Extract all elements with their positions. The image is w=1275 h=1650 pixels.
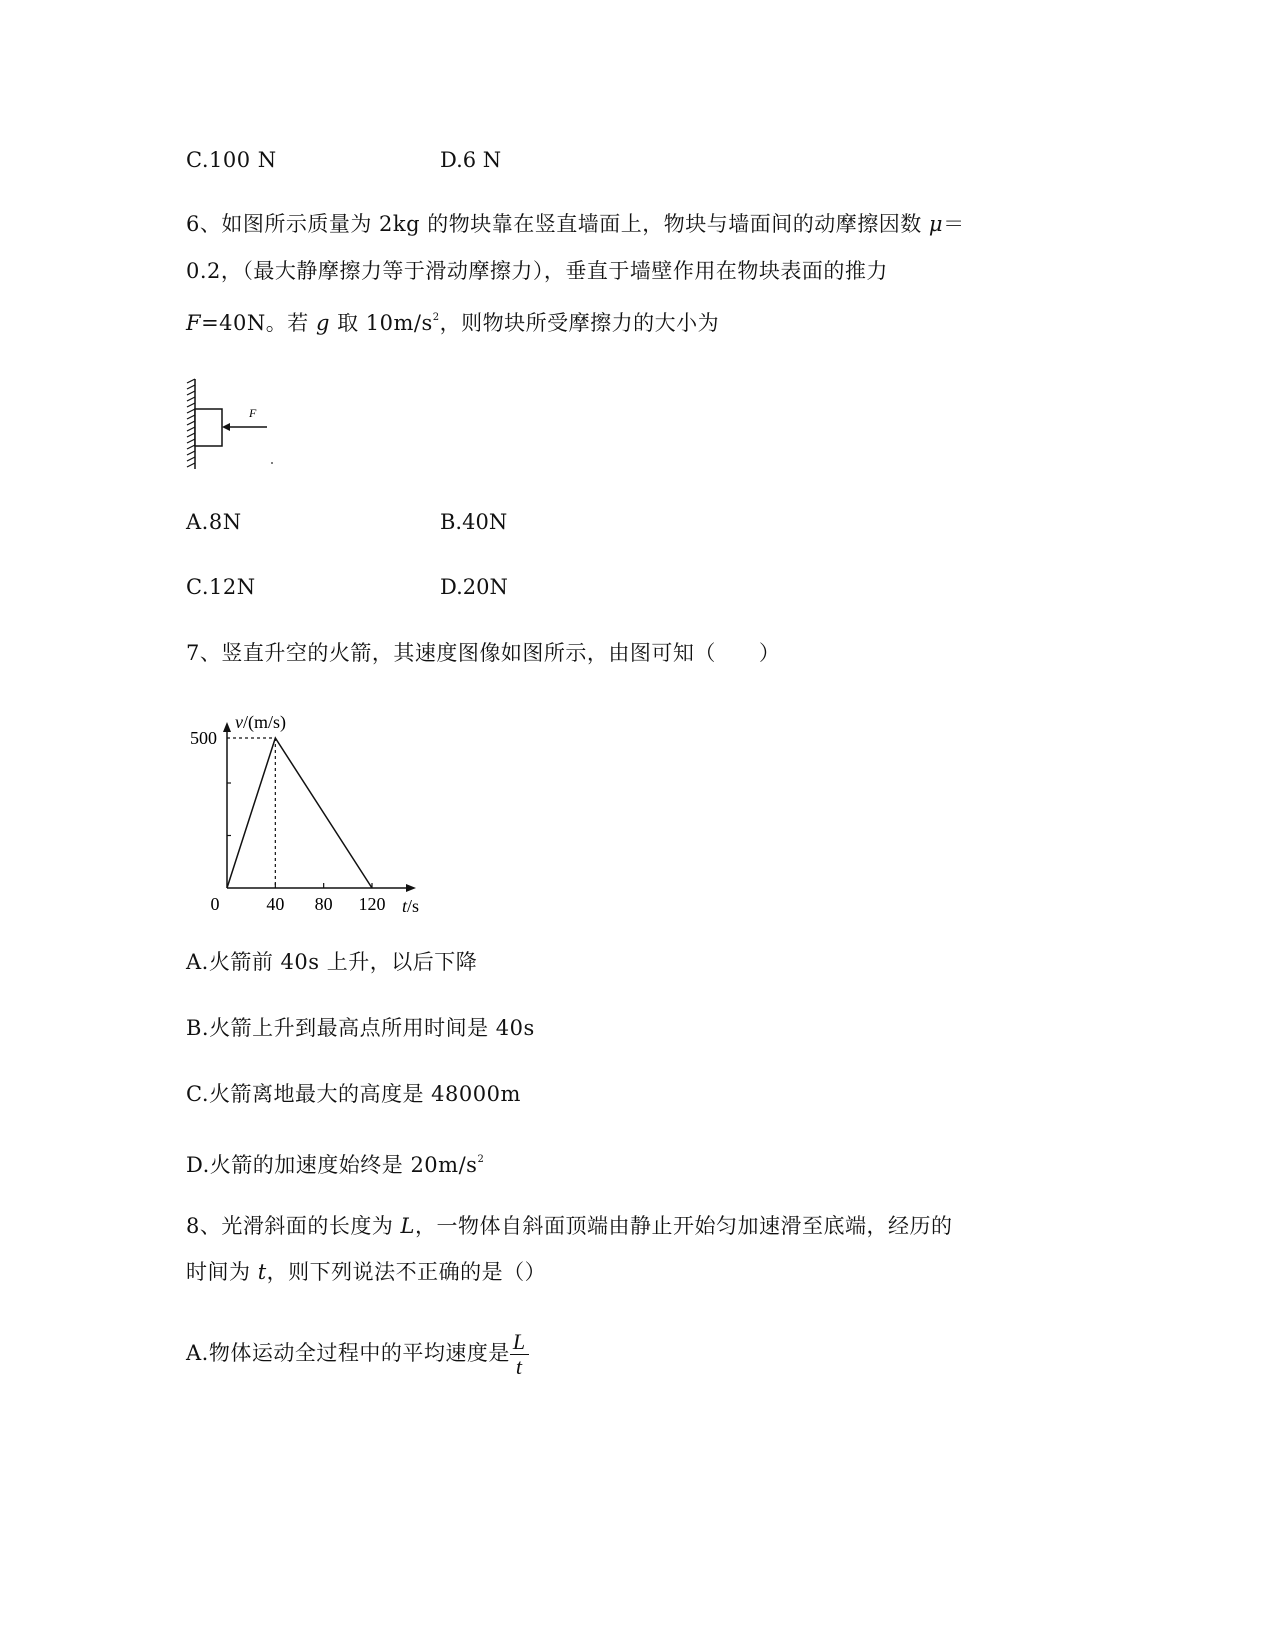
- length-symbol: L: [400, 1214, 415, 1238]
- q7-option-d: [186, 1146, 484, 1179]
- q5-option-c: C.100 N: [186, 148, 277, 172]
- q6-stem-text: 取 10m/s: [329, 311, 433, 335]
- q8-stem-text: ，则下列说法不正确的是（）: [266, 1260, 547, 1284]
- q6-stem-line2: 0.2，（最大静摩擦力等于滑动摩擦力），垂直于墙壁作用在物块表面的推力: [186, 259, 888, 283]
- exponent: 2: [477, 1154, 485, 1165]
- y-axis-arrowhead: [223, 722, 231, 732]
- mu-symbol: μ: [928, 212, 944, 236]
- velocity-time-chart: [180, 710, 440, 920]
- force-label: F: [249, 406, 257, 420]
- q6-stem-text: =40N。若: [201, 311, 316, 335]
- q7-option-a: A.火箭前 40s 上升，以后下降: [186, 950, 478, 974]
- q8-stem-text: ，一物体自斜面顶端由静止开始匀加速滑至底端，经历的: [415, 1214, 953, 1238]
- q8-stem-line2: [186, 1258, 546, 1286]
- q5-option-d: D.6 N: [440, 148, 502, 172]
- exponent: 2: [432, 312, 440, 323]
- q7-option-d-text: D.火箭的加速度始终是 20m/s: [186, 1153, 478, 1177]
- q6-option-a: A.8N: [186, 510, 242, 534]
- block: [195, 409, 222, 446]
- q6-stem-text: 6、如图所示质量为 2kg 的物块靠在竖直墙面上，物块与墙面间的动摩擦因数: [186, 212, 929, 236]
- equals-sign: ＝: [943, 212, 965, 236]
- stray-dot: [271, 462, 273, 464]
- q7-option-c: C.火箭离地最大的高度是 48000m: [186, 1082, 521, 1106]
- x-tick-label: 40: [266, 894, 285, 914]
- x-axis-arrowhead: [406, 884, 416, 892]
- q6-option-d: D.20N: [440, 575, 508, 599]
- q6-option-c: C.12N: [186, 575, 256, 599]
- force-arrowhead: [222, 423, 230, 431]
- fraction-numerator: L: [510, 1330, 529, 1355]
- g-symbol: g: [315, 311, 330, 335]
- velocity-series-line: [227, 738, 372, 888]
- y-axis-label: v/(m/s): [235, 712, 286, 732]
- q8-stem-line1: [186, 1212, 953, 1240]
- q8-option-a-text: A.物体运动全过程中的平均速度是: [186, 1341, 510, 1365]
- q6-stem-text: ，则物块所受摩擦力的大小为: [439, 311, 720, 335]
- x-tick-label: 120: [358, 894, 386, 914]
- force-symbol: F: [186, 311, 202, 335]
- fraction-denominator: t: [515, 1354, 523, 1379]
- fraction: [510, 1330, 529, 1379]
- time-symbol: t: [257, 1260, 267, 1284]
- q6-stem-line1: [186, 210, 965, 238]
- x-axis-label: t/s: [402, 896, 420, 916]
- q8-stem-text: 8、光滑斜面的长度为: [186, 1214, 401, 1238]
- q7-option-b: B.火箭上升到最高点所用时间是 40s: [186, 1016, 535, 1040]
- wall-hatching: [187, 379, 195, 467]
- q6-stem-line3: [186, 304, 719, 337]
- x-tick-label: 0: [210, 894, 220, 914]
- q7-stem: 7、竖直升空的火箭，其速度图像如图所示，由图可知（ ）: [186, 641, 781, 665]
- q6-option-b: B.40N: [440, 510, 508, 534]
- q8-stem-text: 时间为: [186, 1260, 258, 1284]
- y-tick-label: 500: [190, 728, 217, 748]
- wall-block-figure: [185, 375, 285, 475]
- q8-option-a: [186, 1325, 529, 1381]
- x-tick-label: 80: [314, 894, 333, 914]
